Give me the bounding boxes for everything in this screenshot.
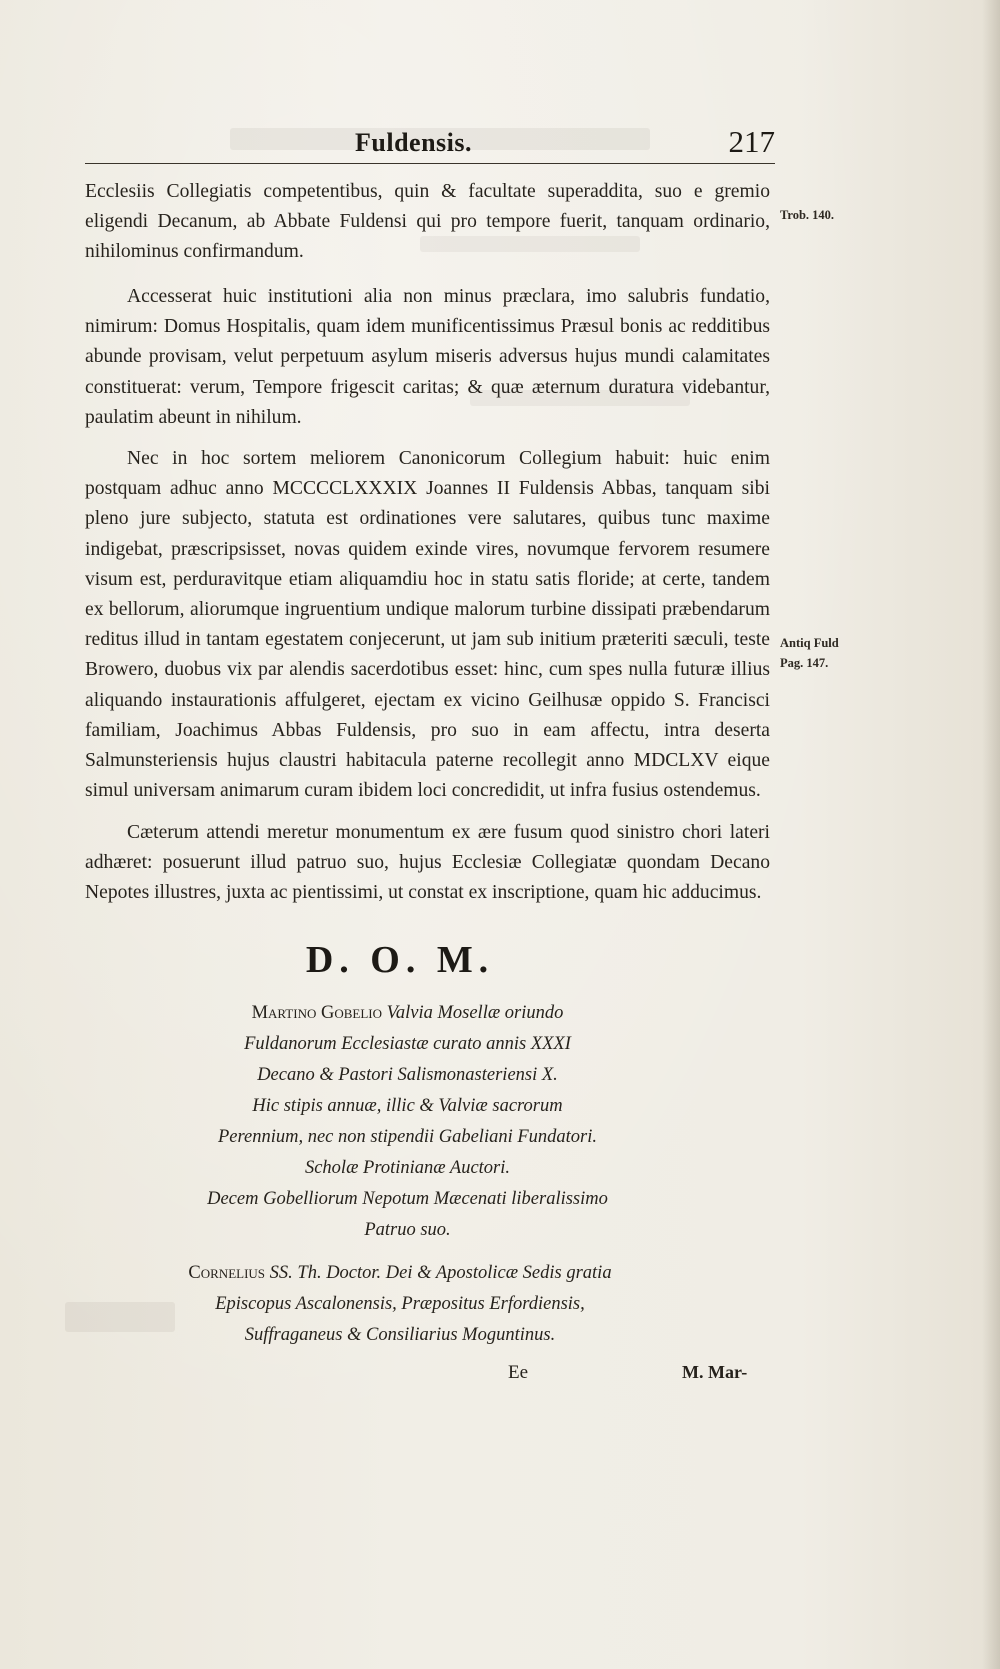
margin-note-antiq-fuld: Antiq Fuld <box>780 636 839 650</box>
inscription-line: Episcopus Ascalonensis, Præpositus Erfordiensis, <box>215 1294 585 1314</box>
margin-note-pag: Pag. 147. <box>780 656 829 670</box>
inscription-line <box>0 1258 800 1289</box>
inscription-line: Decano & Pastori Salismonasteriensi X. <box>257 1065 558 1085</box>
paragraph-4 <box>85 818 770 909</box>
running-head: Fuldensis. <box>355 128 472 157</box>
inscription-line: Scholæ Protinianæ Auctori. <box>304 1158 511 1178</box>
dedicator-name: Cornelius <box>188 1263 266 1283</box>
page-header <box>85 124 775 164</box>
paragraph-text: Accesserat huic institutioni alia non minus præclara, imo salubris fundatio, nimirum: Domus Hospitalis, quam idem munificentissimus Præsul bonis ac redditibus abunde provisam, velut perpetuum asylum miseris adversus hujus mundi calamitates constituerat: verum, Tempore frigescit caritas; & quæ æternum duratura videbantur, paulatim abeunt in nihilum. <box>85 286 770 428</box>
margin-note-trob: Trob. 140. <box>780 208 835 222</box>
signature-mark: Ee <box>508 1362 529 1383</box>
paragraph-text: Ecclesiis Collegiatis competentibus, quin & facultate superaddita, suo e gremio eligendi Decanum, ab Abbate Fuldensi qui pro tempore fuerit, tanquam ordinario, nihilominus confirmandum. <box>85 181 770 263</box>
page-edge-shadow <box>982 0 1000 1669</box>
inscription-line: Perennium, nec non stipendii Gabeliani Fundatori. <box>217 1127 598 1147</box>
inscription-line: Suffraganeus & Consiliarius Moguntinus. <box>244 1325 556 1345</box>
inscription-line: Fuldanorum Ecclesiastæ curato annis XXXI <box>244 1034 571 1054</box>
inscription-line: Patruo suo. <box>364 1220 451 1240</box>
inscription-dedicator <box>0 1258 800 1351</box>
header-rule <box>85 163 775 164</box>
catchword: M. Mar- <box>682 1362 748 1382</box>
inscription-name: Martino Gobelio <box>251 1003 382 1023</box>
inscription-text: Valvia Mosellæ oriundo <box>382 1003 564 1023</box>
inscription-block <box>0 998 815 1246</box>
paragraph-1 <box>85 177 770 268</box>
inscription-heading: D. O. M. <box>305 939 495 981</box>
paragraph-3 <box>85 444 770 806</box>
page-number: 217 <box>728 124 775 159</box>
inscription-line: Hic stipis annuæ, illic & Valviæ sacrorum <box>252 1096 563 1116</box>
paragraph-text: Cæterum attendi meretur monumentum ex ære fusum quod sinistro chori lateri adhæret: posuerunt illud patruo suo, hujus Ecclesiæ Collegiatæ quondam Decano Nepotes illustres, juxta ac pientissimi, ut constat ex inscriptione, quam hic adducimus. <box>85 822 770 904</box>
paragraph-text: Nec in hoc sortem meliorem Canonicorum Collegium habuit: huic enim postquam adhuc anno MCCCCLXXXIX Joannes II Fuldensis Abbas, tanquam sibi pleno jure subjecto, statuta est ordinationes vere salutares, quibus tunc maxime indigebat, præscripsisset, novas quidem exinde vires, novumque fervorem resumere visum est, perduravitque etiam aliquamdiu hoc in statu satis floride; at certe, tandem ex bellorum, aliorumque ingruentium undique malorum turbine dissipati præbendarum reditus illud in tantam egestatem conjecerunt, ut jam sub initium præteriti sæculi, teste Browero, duobus vix par alendis sacerdotibus esset: hinc, cum spes nulla futuræ illius aliquando instaurationis affulgeret, ejectam ex vicino Geilhusæ oppido S. Francisci familiam, Joachimus Abbas Fuldensis, pro suo in eam affectu, intra deserta Salmunsteriensis hujus claustri habitacula paterne recollegit anno MDCLXV eique simul universam animarum curam ibidem loci concredidit, ut infra fusius ostendemus. <box>85 448 770 802</box>
inscription-line <box>0 998 815 1029</box>
inscription-line: Decem Gobelliorum Nepotum Mæcenati liberalissimo <box>207 1189 608 1209</box>
inscription-text: SS. Th. Doctor. Dei & Apostolicæ Sedis gratia <box>265 1263 612 1283</box>
paragraph-2 <box>85 282 770 433</box>
